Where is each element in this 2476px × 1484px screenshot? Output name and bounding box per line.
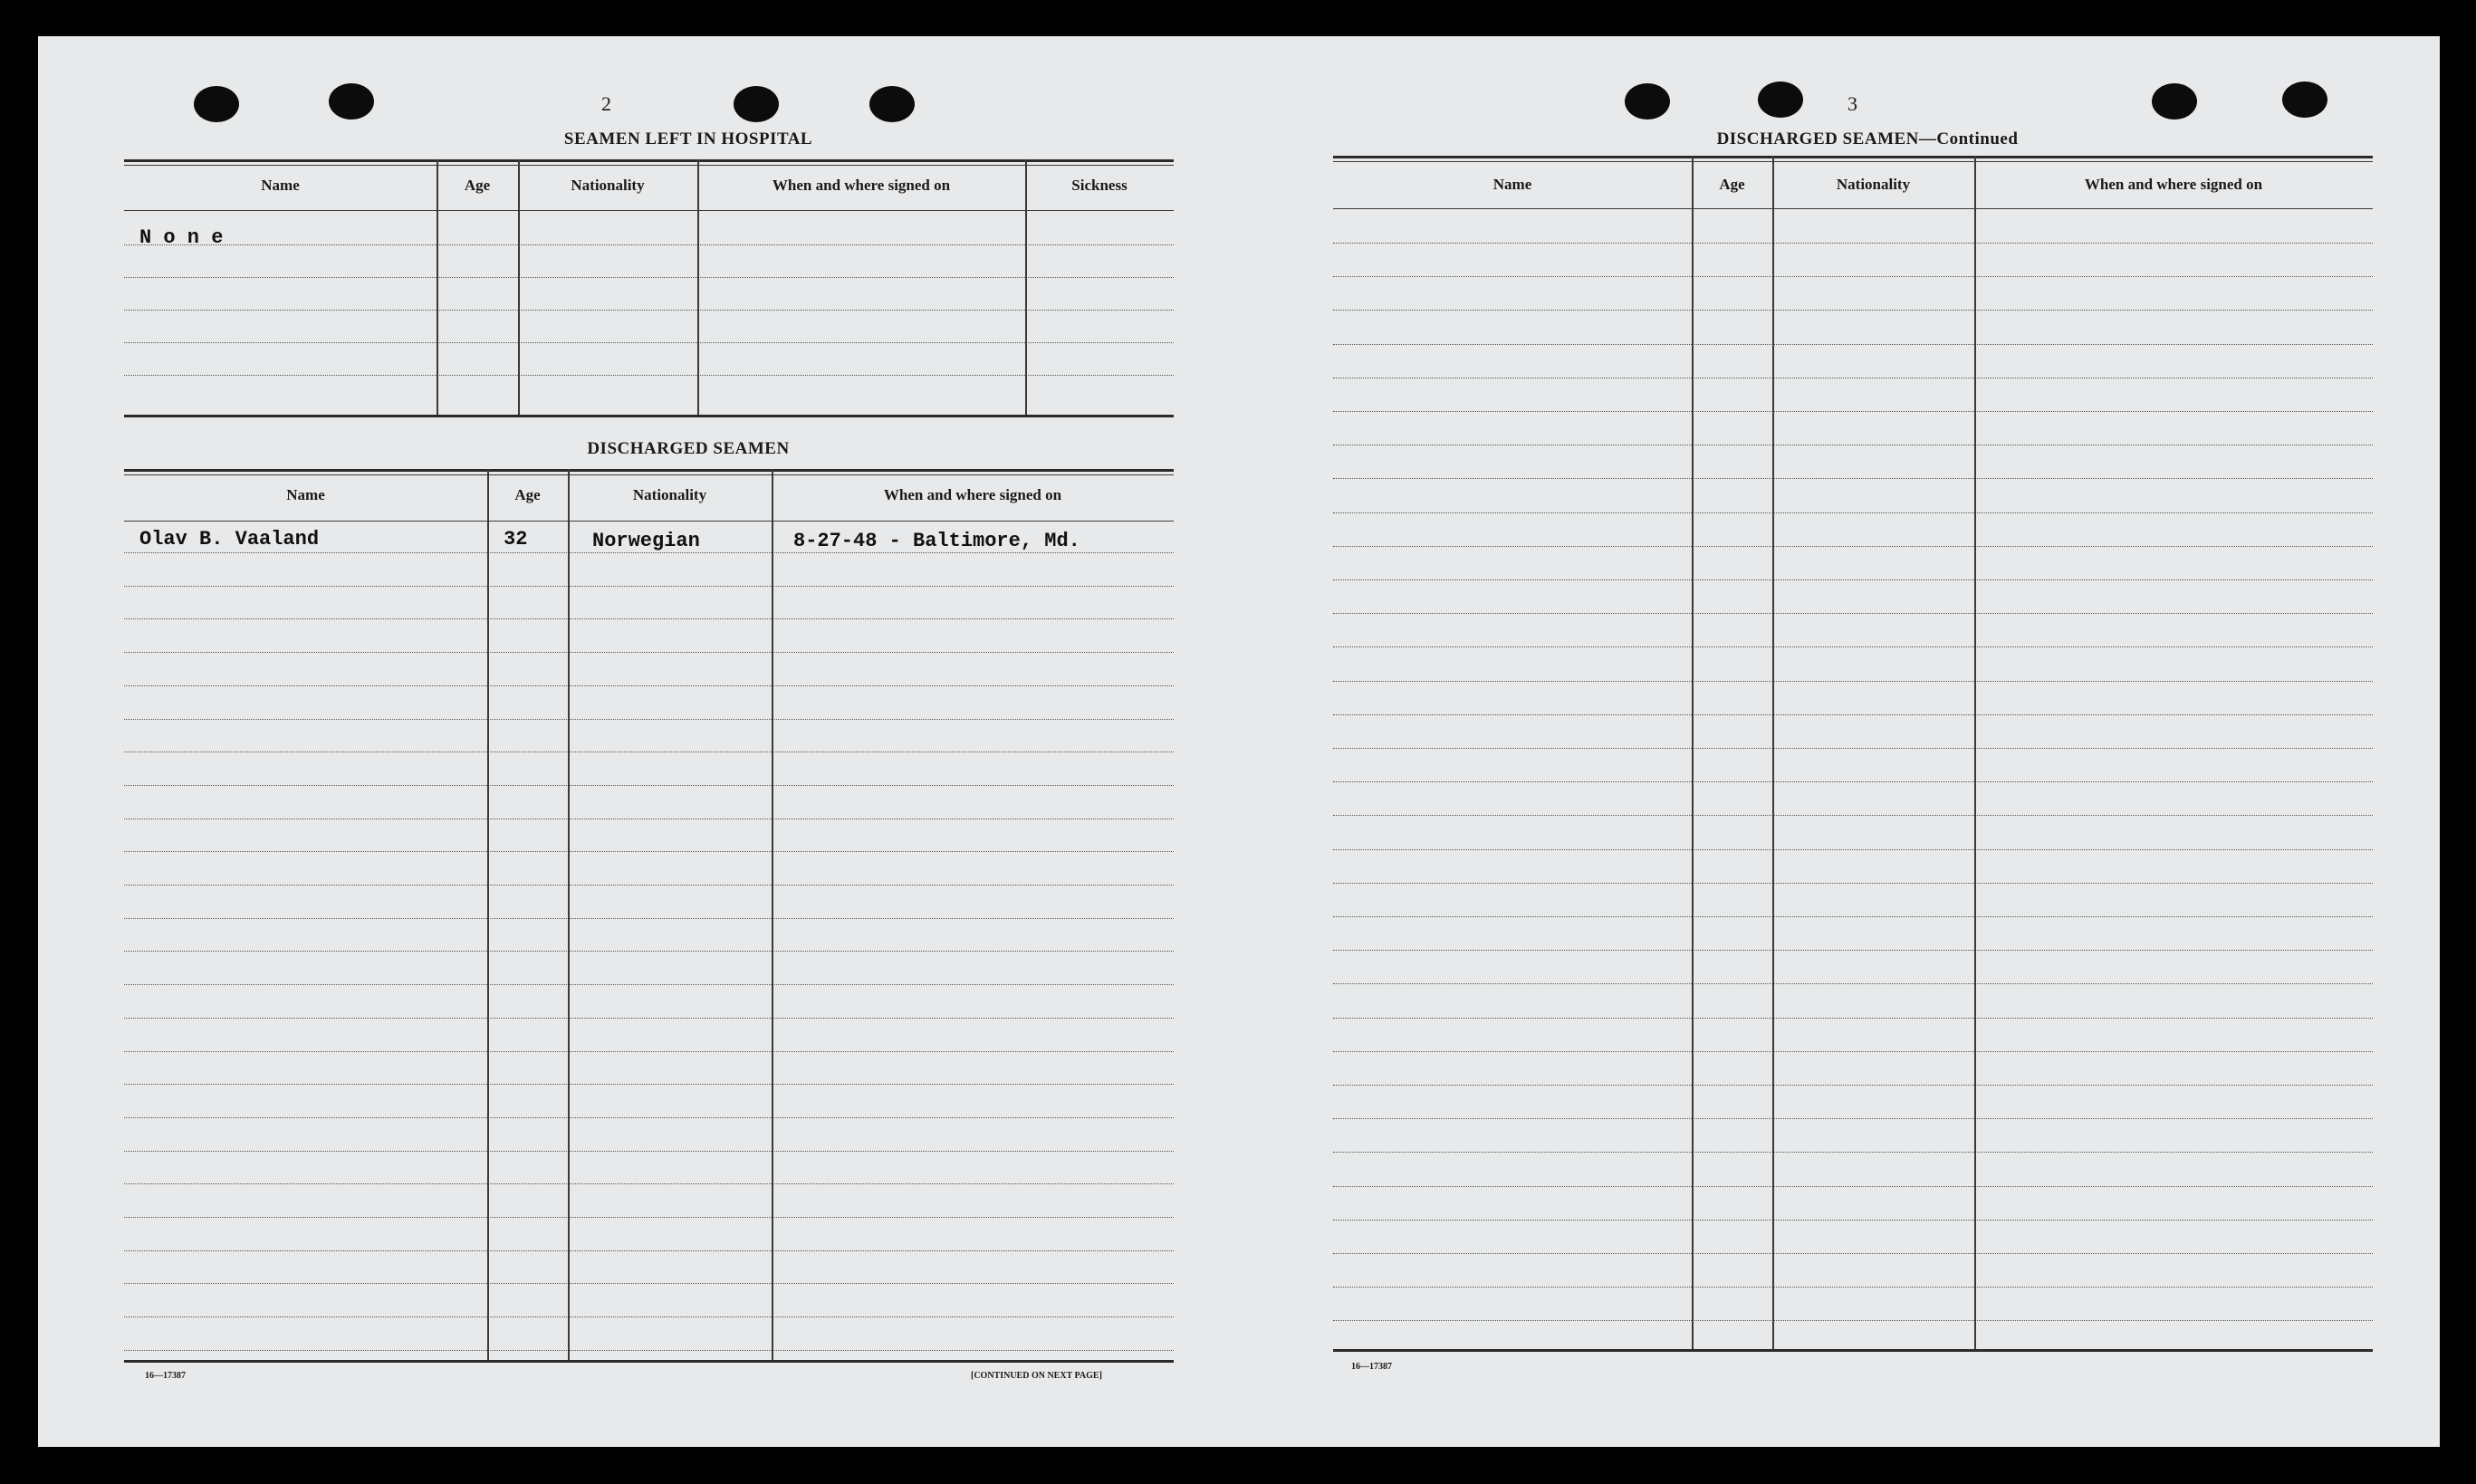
hospital-column-header: When and where signed on: [772, 177, 951, 194]
right-column-header: Age: [1719, 176, 1745, 193]
right-row-line: [1333, 1152, 2373, 1153]
hospital-column-header: Age: [464, 177, 491, 194]
hospital-section-title: SEAMEN LEFT IN HOSPITAL: [563, 129, 813, 148]
right-row-line: [1333, 646, 2373, 647]
right-column-divider: [1974, 156, 1976, 1349]
discharged-row-line: [124, 851, 1174, 852]
discharged-row-line: [124, 652, 1174, 653]
hospital-column-header: Sickness: [1071, 177, 1128, 194]
right-row-line: [1333, 1018, 2373, 1019]
discharged-column-header: Age: [514, 486, 541, 503]
punch-hole: [1625, 83, 1670, 120]
left-page-number: 2: [601, 92, 611, 115]
hospital-entry-none: N o n e: [139, 226, 224, 249]
discharged-signed-on-cell: 8-27-48 - Baltimore, Md.: [793, 530, 1080, 552]
punch-hole: [2282, 81, 2327, 118]
left-form-number: 16—17387: [145, 1371, 186, 1381]
right-row-line: [1333, 681, 2373, 682]
right-row-line: [1333, 950, 2373, 951]
discharged-row-line: [124, 1316, 1174, 1317]
discharged-row-line: [124, 885, 1174, 886]
right-row-line: [1333, 579, 2373, 580]
discharged-column-divider: [772, 469, 773, 1360]
discharged-bottom-rule: [124, 1360, 1174, 1363]
right-row-line: [1333, 546, 2373, 547]
discharged-column-header: Nationality: [632, 486, 707, 503]
discharged-row-line: [124, 1151, 1174, 1152]
right-row-line: [1333, 1287, 2373, 1288]
right-row-line: [1333, 849, 2373, 850]
right-column-header: Nationality: [1836, 176, 1911, 193]
right-header-rule: [1333, 208, 2373, 209]
punch-hole: [329, 83, 374, 120]
right-column-header: Name: [1492, 176, 1532, 193]
hospital-row-line: [124, 310, 1174, 311]
discharged-age-cell: 32: [504, 528, 528, 551]
right-row-line: [1333, 714, 2373, 715]
discharged-row-line: [124, 1018, 1174, 1019]
discharged-row-line: [124, 1051, 1174, 1052]
right-column-divider: [1692, 156, 1694, 1349]
discharged-row-line: [124, 552, 1174, 553]
right-row-line: [1333, 613, 2373, 614]
right-row-line: [1333, 815, 2373, 816]
discharged-row-line: [124, 1350, 1174, 1351]
right-row-line: [1333, 1186, 2373, 1187]
hospital-header-rule: [124, 210, 1174, 211]
discharged-column-divider: [568, 469, 570, 1360]
right-row-line: [1333, 1051, 2373, 1052]
hospital-top-rule: [124, 159, 1174, 162]
discharged-row-line: [124, 1217, 1174, 1218]
discharged-row-line: [124, 984, 1174, 985]
discharged-row-line: [124, 719, 1174, 720]
discharged-column-divider: [487, 469, 489, 1360]
right-row-line: [1333, 512, 2373, 513]
discharged-top-rule-thin: [124, 474, 1174, 475]
right-row-line: [1333, 478, 2373, 479]
hospital-top-rule-thin: [124, 165, 1174, 166]
hospital-column-divider: [1025, 159, 1027, 415]
discharged-row-line: [124, 1250, 1174, 1251]
discharged-nationality-cell: Norwegian: [592, 530, 700, 552]
right-row-line: [1333, 411, 2373, 412]
hospital-column-divider: [518, 159, 520, 415]
right-row-line: [1333, 1220, 2373, 1221]
discharged-section-title: DISCHARGED SEAMEN: [587, 439, 790, 458]
punch-hole: [1758, 81, 1803, 118]
right-bottom-rule: [1333, 1349, 2373, 1352]
discharged-row-line: [124, 785, 1174, 786]
right-page-number: 3: [1847, 92, 1857, 115]
punch-hole: [869, 86, 915, 122]
right-column-header: When and where signed on: [2084, 176, 2263, 193]
right-row-line: [1333, 1085, 2373, 1086]
right-row-line: [1333, 344, 2373, 345]
hospital-bottom-rule: [124, 415, 1174, 417]
discharged-name-cell: Olav B. Vaaland: [139, 528, 320, 551]
hospital-row-line: [124, 244, 1174, 245]
discharged-row-line: [124, 618, 1174, 619]
right-row-line: [1333, 883, 2373, 884]
discharged-column-header: Name: [286, 486, 325, 503]
discharged-row-line: [124, 1117, 1174, 1118]
punch-hole: [2152, 83, 2197, 120]
right-row-line: [1333, 310, 2373, 311]
discharged-row-line: [124, 685, 1174, 686]
hospital-row-line: [124, 375, 1174, 376]
right-top-rule-thin: [1333, 161, 2373, 162]
right-row-line: [1333, 1320, 2373, 1321]
discharged-header-rule: [124, 521, 1174, 522]
right-row-line: [1333, 983, 2373, 984]
hospital-column-header: Nationality: [571, 177, 645, 194]
punch-hole: [734, 86, 779, 122]
right-row-line: [1333, 1118, 2373, 1119]
right-row-line: [1333, 243, 2373, 244]
right-column-divider: [1772, 156, 1774, 1349]
right-row-line: [1333, 748, 2373, 749]
hospital-column-divider: [437, 159, 438, 415]
right-row-line: [1333, 916, 2373, 917]
discharged-row-line: [124, 918, 1174, 919]
document-sheet: [38, 36, 2440, 1447]
hospital-column-header: Name: [261, 177, 300, 194]
discharged-row-line: [124, 1183, 1174, 1184]
right-row-line: [1333, 1253, 2373, 1254]
hospital-row-line: [124, 342, 1174, 343]
right-form-number: 16—17387: [1351, 1362, 1392, 1372]
continued-note: [CONTINUED ON NEXT PAGE]: [971, 1371, 1102, 1381]
hospital-column-divider: [697, 159, 699, 415]
discharged-row-line: [124, 1283, 1174, 1284]
right-section-title: DISCHARGED SEAMEN—Continued: [1716, 129, 2019, 148]
discharged-row-line: [124, 586, 1174, 587]
discharged-row-line: [124, 1084, 1174, 1085]
punch-hole: [194, 86, 239, 122]
hospital-row-line: [124, 277, 1174, 278]
discharged-column-header: When and where signed on: [883, 486, 1062, 503]
discharged-row-line: [124, 951, 1174, 952]
right-row-line: [1333, 276, 2373, 277]
right-top-rule: [1333, 156, 2373, 158]
discharged-top-rule: [124, 469, 1174, 472]
right-row-line: [1333, 781, 2373, 782]
